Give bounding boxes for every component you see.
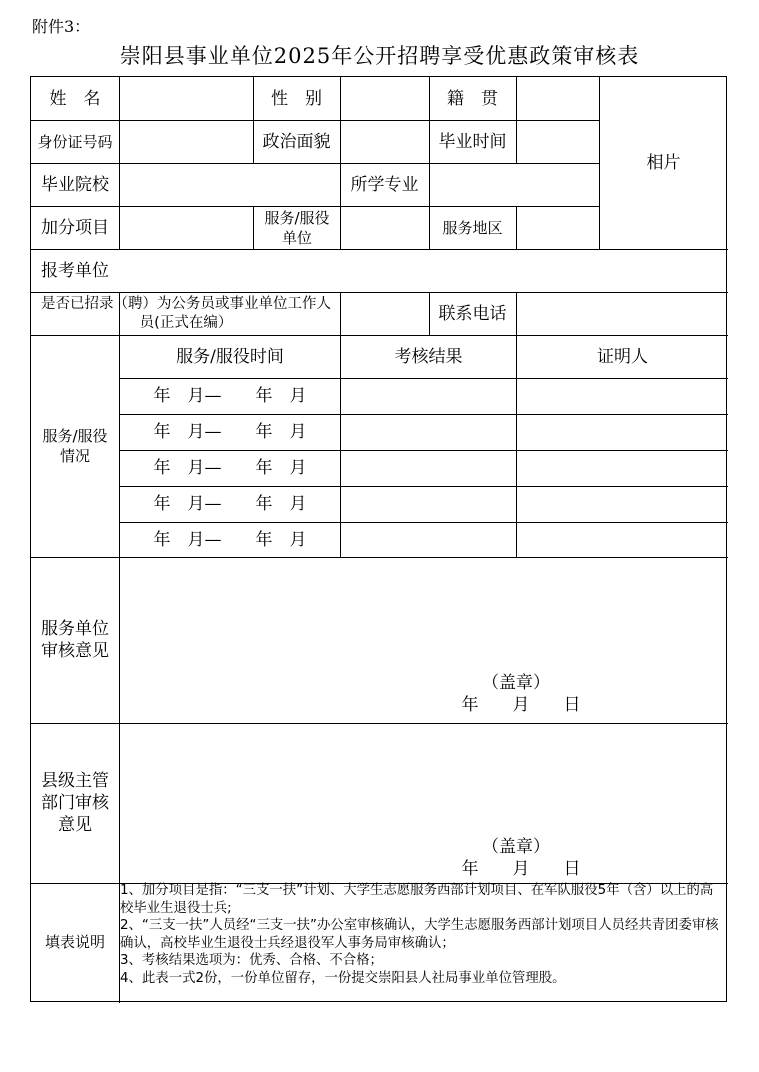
header-witness: 证明人 bbox=[597, 346, 648, 367]
label-employed-question: 是否已招录（聘）为公务员或事业单位工作人员(正式在编） bbox=[41, 295, 331, 331]
note-item: 2、“三支一扶”人员经“三支一扶”办公室审核确认，大学生志愿服务西部计划项目人员经共青团委审核确认，高校毕业生退役士兵经退役军人事务局审核确认； bbox=[120, 918, 719, 951]
id-number-field[interactable] bbox=[120, 120, 253, 163]
label-name: 姓 名 bbox=[49, 88, 101, 109]
service-time-row[interactable]: 年 月— 年 月 bbox=[153, 386, 307, 406]
label-major: 所学专业 bbox=[350, 174, 419, 195]
note-item: 1、加分项目是指：“三支一扶”计划、大学生志愿服务西部计划项目、在军队服役5年（含）以上的高校毕业生退役士兵; bbox=[120, 883, 714, 916]
service-time-row[interactable]: 年 月— 年 月 bbox=[153, 494, 307, 514]
service-unit-field[interactable] bbox=[341, 206, 429, 249]
political-status-field[interactable] bbox=[341, 120, 429, 163]
apply-unit-field[interactable] bbox=[120, 249, 728, 292]
phone-field[interactable] bbox=[517, 292, 728, 335]
gender-field[interactable] bbox=[341, 77, 429, 120]
label-native-place: 籍 贯 bbox=[447, 88, 498, 109]
county-opinion-field[interactable] bbox=[120, 723, 728, 883]
header-assessment: 考核结果 bbox=[394, 346, 463, 367]
label-service-unit: 服务/服役单位 bbox=[264, 208, 330, 247]
attachment-label: 附件3： bbox=[32, 17, 91, 36]
note-item: 4、此表一式2份，一份单位留存，一份提交崇阳县人社局事业单位管理股。 bbox=[120, 970, 566, 986]
unit-opinion-field[interactable] bbox=[120, 557, 728, 723]
county-stamp-label: （盖章） bbox=[482, 837, 550, 857]
major-field[interactable] bbox=[430, 163, 599, 206]
label-service-area: 服务地区 bbox=[442, 218, 503, 237]
label-political-status: 政治面貌 bbox=[262, 131, 331, 152]
note-item: 3、考核结果选项为：优秀、合格、不合格； bbox=[120, 953, 383, 968]
bonus-item-field[interactable] bbox=[120, 206, 253, 249]
county-date-label: 年 月 日 bbox=[461, 859, 581, 879]
label-apply-unit: 报考单位 bbox=[41, 260, 109, 281]
employed-answer-field[interactable] bbox=[341, 292, 429, 335]
label-fill-notes: 填表说明 bbox=[44, 933, 105, 951]
service-time-row[interactable]: 年 月— 年 月 bbox=[153, 458, 307, 478]
label-gender: 性 别 bbox=[271, 88, 322, 109]
label-service-info: 服务/服役情况 bbox=[42, 427, 108, 465]
label-school: 毕业院校 bbox=[41, 174, 109, 195]
service-time-row[interactable]: 年 月— 年 月 bbox=[153, 422, 307, 442]
label-photo: 相片 bbox=[646, 153, 681, 173]
native-place-field[interactable] bbox=[517, 77, 599, 120]
label-unit-opinion: 服务单位审核意见 bbox=[41, 619, 109, 661]
label-county-opinion: 县级主管部门审核意见 bbox=[41, 771, 109, 835]
unit-date-label: 年 月 日 bbox=[461, 695, 581, 715]
label-graduation-time: 毕业时间 bbox=[438, 131, 507, 152]
unit-stamp-label: （盖章） bbox=[482, 673, 550, 693]
name-field[interactable] bbox=[120, 77, 253, 120]
label-bonus-item: 加分项目 bbox=[41, 217, 109, 238]
header-service-time: 服务/服役时间 bbox=[176, 346, 284, 367]
page-title: 崇阳县事业单位2025年公开招聘享受优惠政策审核表 bbox=[119, 44, 640, 68]
service-area-field[interactable] bbox=[517, 206, 599, 249]
graduation-time-field[interactable] bbox=[517, 120, 599, 163]
fill-notes bbox=[120, 882, 724, 987]
audit-form-table bbox=[30, 76, 727, 1002]
service-time-row[interactable]: 年 月— 年 月 bbox=[153, 529, 307, 550]
label-id-number: 身份证号码 bbox=[37, 132, 113, 151]
school-field[interactable] bbox=[120, 163, 340, 206]
label-phone: 联系电话 bbox=[438, 303, 507, 324]
